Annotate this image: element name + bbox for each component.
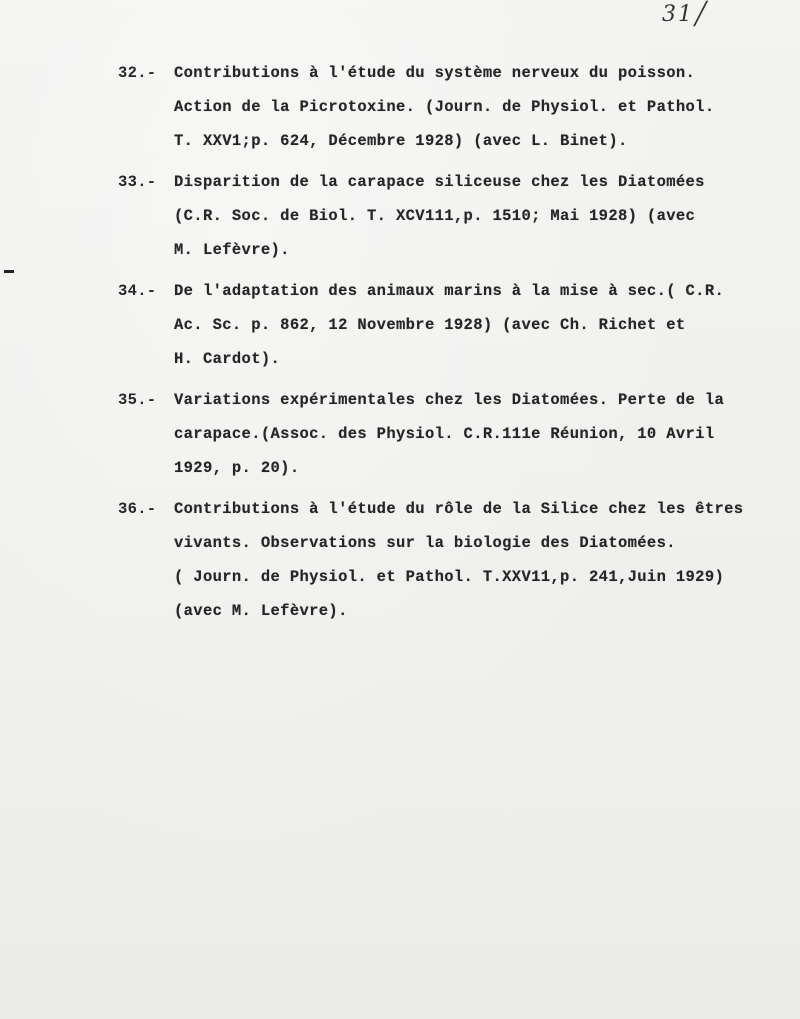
entry-line: vivants. Observations sur la biologie des Diatomées. xyxy=(174,534,676,552)
entry-line: 1929, p. 20). xyxy=(174,459,300,477)
entry-number: 33.- xyxy=(118,173,157,191)
list-item xyxy=(118,274,798,376)
list-item xyxy=(118,492,798,628)
entry-line: De l'adaptation des animaux marins à la mise à sec.( C.R. xyxy=(174,282,725,300)
entry-line: Contributions à l'étude du rôle de la Silice chez les êtres xyxy=(174,500,744,518)
entry-number: 35.- xyxy=(118,391,157,409)
entry-line: M. Lefèvre). xyxy=(174,241,290,259)
entry-text xyxy=(174,56,798,158)
entry-line: Action de la Picrotoxine. (Journ. de Physiol. et Pathol. xyxy=(174,98,715,116)
entry-line: Disparition de la carapace siliceuse chez les Diatomées xyxy=(174,173,705,191)
entry-number: 34.- xyxy=(118,282,157,300)
entry-line: (C.R. Soc. de Biol. T. XCV111,p. 1510; Mai 1928) (avec xyxy=(174,207,696,225)
margin-mark xyxy=(4,270,14,273)
list-item xyxy=(118,383,798,485)
entry-text xyxy=(174,274,798,376)
entry-line: carapace.(Assoc. des Physiol. C.R.111e Réunion, 10 Avril xyxy=(174,425,715,443)
entry-number: 36.- xyxy=(118,500,157,518)
entry-line: T. XXV1;p. 624, Décembre 1928) (avec L. Binet). xyxy=(174,132,628,150)
entry-line: (avec M. Lefèvre). xyxy=(174,602,348,620)
publication-list xyxy=(118,56,798,635)
entry-line: Ac. Sc. p. 862, 12 Novembre 1928) (avec Ch. Richet et xyxy=(174,316,686,334)
entry-line: Variations expérimentales chez les Diatomées. Perte de la xyxy=(174,391,725,409)
list-item xyxy=(118,56,798,158)
entry-text xyxy=(174,165,798,267)
entry-line: Contributions à l'étude du système nerveux du poisson. xyxy=(174,64,696,82)
entry-line: ( Journ. de Physiol. et Pathol. T.XXV11,p. 241,Juin 1929) xyxy=(174,568,725,586)
entry-text xyxy=(174,492,798,628)
entry-number: 32.- xyxy=(118,64,157,82)
entry-text xyxy=(174,383,798,485)
list-item xyxy=(118,165,798,267)
page-number: 31╱ xyxy=(662,2,710,27)
entry-line: H. Cardot). xyxy=(174,350,281,368)
